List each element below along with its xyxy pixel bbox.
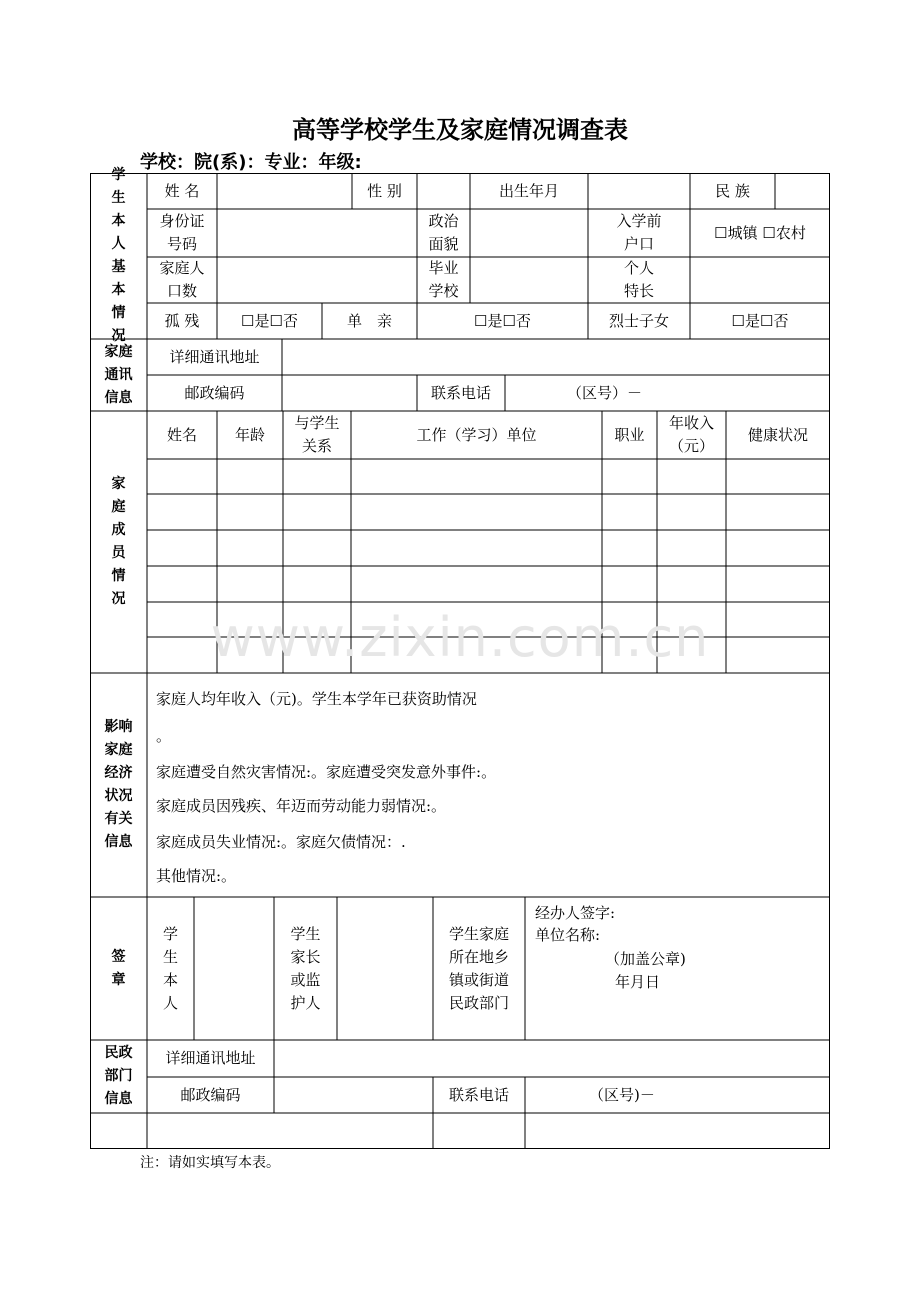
section-label-signature: 签 章 [111, 948, 126, 988]
section-label-contact: 家庭 通讯 信息 [104, 343, 133, 406]
economy-line-2: 。 [156, 727, 172, 745]
label-graduated-school: 毕业 学校 [428, 259, 459, 300]
label-phone: 联系电话 [430, 383, 491, 402]
label-address: 详细通讯地址 [169, 347, 260, 366]
label-date: 年月日 [615, 973, 661, 991]
field-phone[interactable]: （区号）－ [567, 383, 643, 402]
field-guardian-signature[interactable] [337, 897, 433, 1040]
member-row-3[interactable] [147, 530, 830, 566]
checkbox-single-parent[interactable]: ☐是☐否 [474, 311, 531, 330]
label-id-card: 身份证 号码 [159, 212, 205, 253]
footnote: 注：请如实填写本表。 [140, 1155, 280, 1171]
field-graduated-school[interactable] [470, 257, 588, 303]
field-name[interactable] [217, 173, 352, 209]
field-address[interactable] [282, 339, 830, 375]
label-gender: 性 别 [367, 181, 402, 200]
label-specialty: 个人 特长 [623, 259, 654, 300]
checkbox-residence[interactable]: ☐城镇 ☐农村 [714, 223, 806, 242]
form-subtitle: 学校：院(系)：专业：年级: [140, 152, 362, 173]
label-birth: 出生年月 [498, 181, 559, 200]
label-civil-phone: 联系电话 [448, 1085, 509, 1104]
member-row-4[interactable] [147, 566, 830, 602]
field-specialty[interactable] [690, 257, 830, 303]
economy-line-5: 家庭成员失业情况:。家庭欠债情况：. [156, 833, 406, 851]
label-martyr: 烈士子女 [608, 311, 669, 330]
label-student-signature: 学 生 本 人 [162, 924, 178, 1012]
label-postcode: 邮政编码 [184, 383, 245, 402]
field-civil-address[interactable] [274, 1040, 830, 1077]
checkbox-martyr[interactable]: ☐是☐否 [731, 311, 789, 330]
member-header-name: 姓名 [166, 425, 197, 444]
label-political: 政治 面貌 [428, 212, 459, 253]
economy-line-6: 其他情况:。 [156, 867, 237, 885]
member-header-age: 年龄 [234, 425, 265, 444]
field-gender[interactable] [417, 173, 470, 209]
form-title: 高等学校学生及家庭情况调查表 [292, 116, 628, 144]
field-political[interactable] [470, 209, 588, 257]
label-unit-name: 单位名称: [535, 926, 601, 944]
label-orphan: 孤 残 [164, 311, 200, 330]
member-header-relation: 与学生 关系 [294, 414, 340, 455]
label-civil-office: 学生家庭 所在地乡 镇或街道 民政部门 [448, 924, 509, 1012]
field-student-signature[interactable] [194, 897, 274, 1040]
section-label-economy: 影响 家庭 经济 状况 有关 信息 [104, 719, 133, 850]
member-row-2[interactable] [147, 494, 830, 530]
label-ethnicity: 民 族 [715, 181, 750, 200]
field-postcode[interactable] [282, 375, 417, 411]
field-birth[interactable] [588, 173, 690, 209]
section-label-members: 家 庭 成 员 情 况 [111, 476, 126, 607]
label-handler: 经办人签字: [535, 904, 616, 922]
economy-line-3: 家庭遭受自然灾害情况:。家庭遭受突发意外事件:。 [156, 763, 497, 781]
label-civil-postcode: 邮政编码 [180, 1085, 241, 1104]
member-header-income: 年收入 （元） [668, 414, 714, 455]
label-household-size: 家庭人 口数 [159, 259, 205, 300]
label-guardian-signature: 学生 家长 或监 护人 [290, 924, 321, 1012]
section-label-basic: 学 生 本 人 基 本 情 况 [111, 167, 126, 344]
field-household-size[interactable] [217, 257, 417, 303]
watermark: www.zixin.com.cn [210, 606, 710, 669]
member-header-occupation: 职业 [614, 425, 645, 444]
section-label-civil: 民政 部门 信息 [104, 1045, 133, 1107]
label-seal: （加盖公章) [605, 950, 686, 968]
member-row-1[interactable] [147, 459, 830, 494]
member-header-health: 健康状况 [747, 425, 808, 444]
field-civil-phone[interactable]: （区号)－ [589, 1085, 655, 1104]
label-single-parent: 单 亲 [346, 311, 392, 330]
handler-signature-box[interactable] [525, 897, 830, 1040]
economy-line-1: 家庭人均年收入（元)。学生本学年已获资助情况 [156, 690, 477, 708]
label-residence: 入学前 户口 [616, 212, 662, 253]
member-header-workplace: 工作（学习）单位 [416, 425, 537, 444]
checkbox-orphan[interactable]: ☐是☐否 [241, 311, 298, 330]
label-civil-address: 详细通讯地址 [165, 1049, 256, 1067]
field-id-card[interactable] [217, 209, 417, 257]
field-civil-postcode[interactable] [274, 1077, 433, 1113]
field-ethnicity[interactable] [775, 173, 830, 209]
blank-row[interactable] [90, 1113, 830, 1149]
label-name: 姓 名 [164, 181, 200, 200]
economy-line-4: 家庭成员因残疾、年迈而劳动能力弱情况:。 [156, 797, 447, 815]
